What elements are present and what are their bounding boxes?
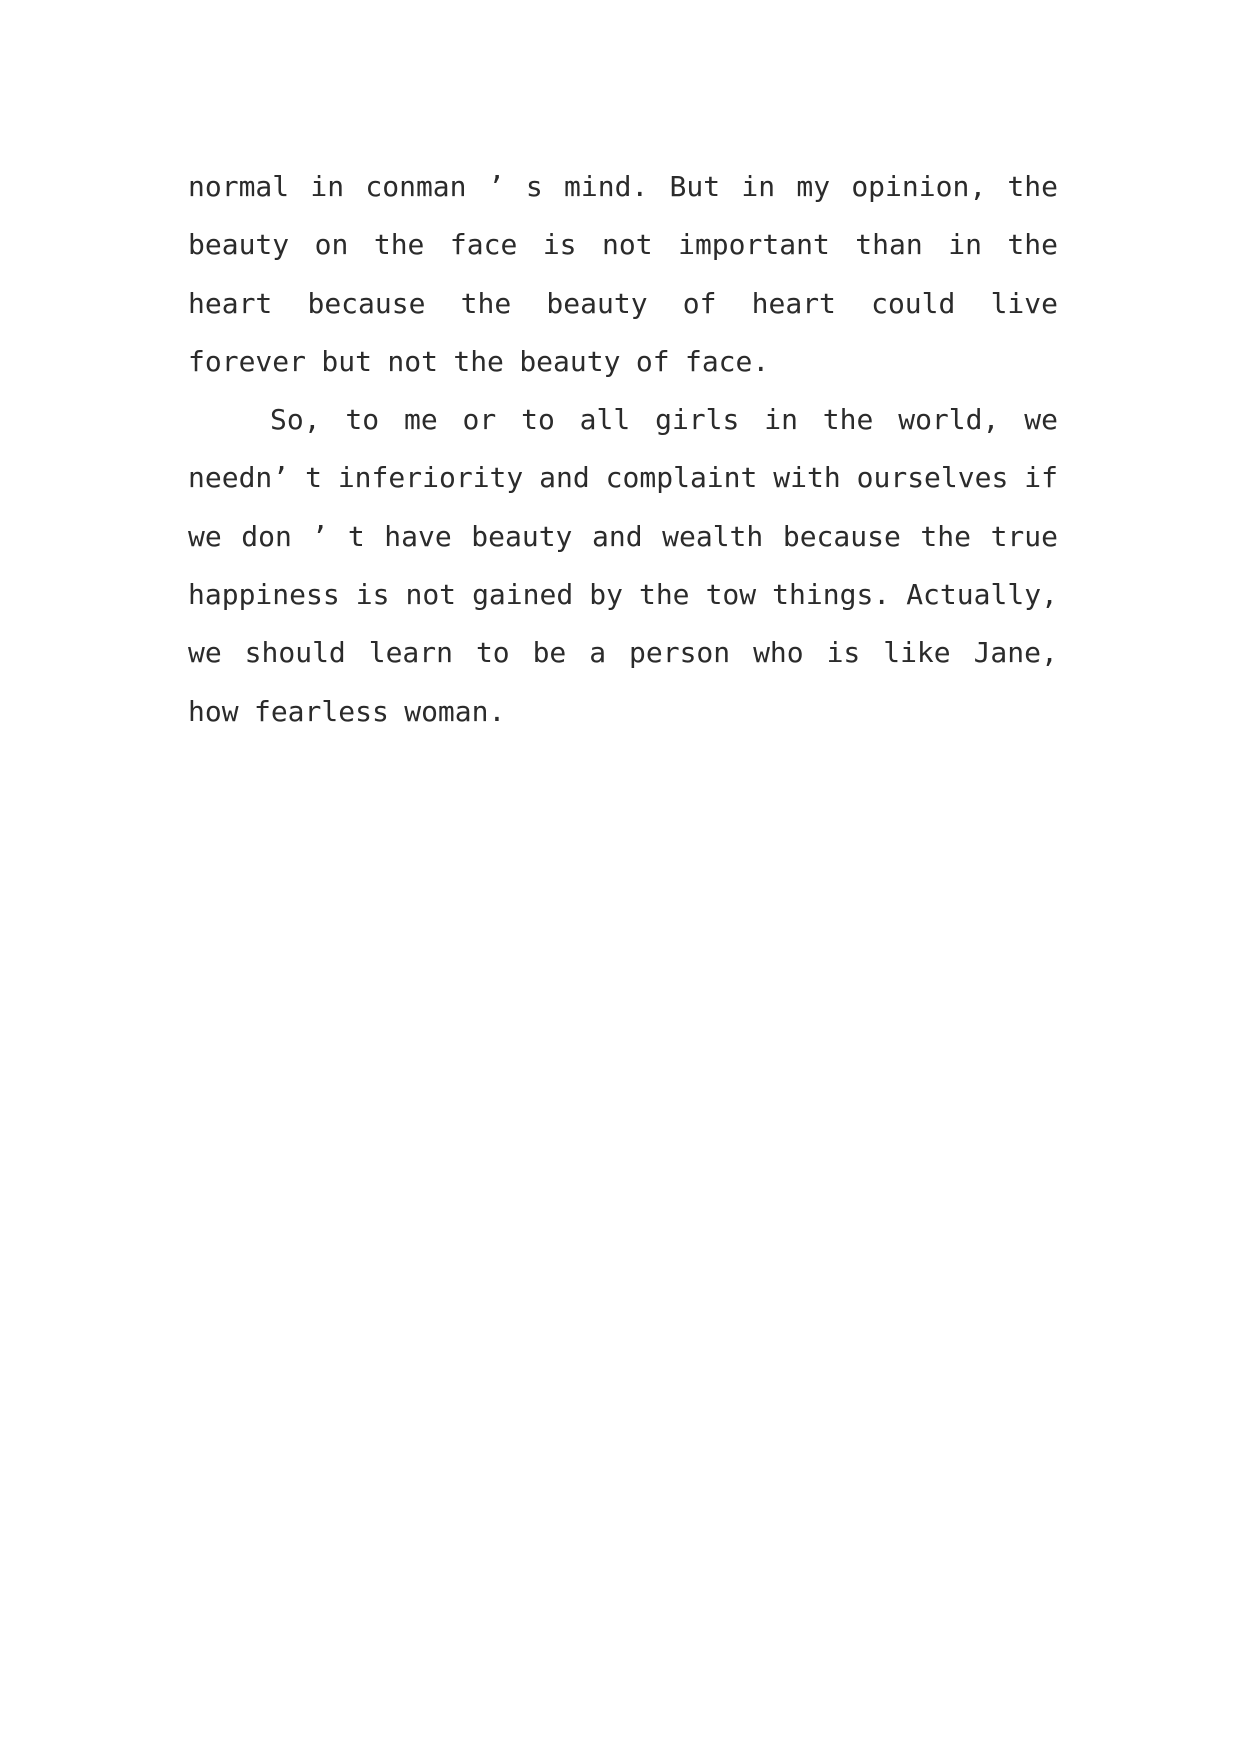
word: be [532, 636, 567, 670]
word: the [460, 286, 512, 320]
word: who [753, 636, 804, 670]
word: forever [188, 344, 307, 378]
word: to [475, 636, 510, 670]
word: the [1007, 170, 1058, 203]
word: have [384, 519, 452, 553]
word: the [638, 578, 690, 612]
word: conman [365, 170, 467, 203]
word: not [602, 228, 653, 262]
word: the [920, 519, 971, 553]
word: heart [188, 286, 273, 320]
word: if [1024, 461, 1058, 495]
word: a [589, 636, 607, 670]
word: gained [472, 578, 574, 612]
word: things. [772, 578, 891, 612]
word: is [355, 578, 390, 612]
word: person [629, 636, 731, 670]
word: me [403, 403, 438, 437]
word: the [1007, 228, 1058, 262]
word: tow [705, 578, 757, 612]
word: complaint [605, 461, 758, 495]
word: fearless [253, 694, 389, 728]
word: we [188, 519, 222, 553]
text-line [188, 449, 1058, 507]
word: is [826, 636, 861, 670]
word: live [990, 286, 1058, 320]
word: should [244, 636, 346, 670]
text-line [188, 333, 1058, 391]
text-line [188, 275, 1058, 333]
word: with [773, 461, 841, 495]
word: in [310, 170, 345, 203]
word: beauty [519, 344, 621, 378]
word: of [635, 344, 670, 378]
word: true [990, 519, 1058, 553]
word: to [521, 403, 555, 437]
word: normal [188, 170, 290, 203]
body-text [188, 158, 1058, 741]
text-line [188, 158, 1058, 216]
word: by [589, 578, 623, 612]
word: in [948, 228, 982, 262]
word: learn [368, 636, 454, 670]
word: but [321, 344, 372, 378]
text-line [188, 683, 1058, 741]
word: or [462, 403, 497, 437]
word: needn’ [188, 461, 290, 495]
word: face. [684, 344, 770, 378]
word: world, [898, 403, 1000, 437]
word: than [855, 228, 923, 262]
word: is [542, 228, 577, 262]
word: don [241, 519, 292, 553]
word: heart [751, 286, 836, 320]
text-line [188, 216, 1058, 274]
word: not [387, 344, 438, 378]
word: because [782, 519, 901, 553]
word: beauty [188, 228, 290, 262]
word: ’ [487, 170, 505, 203]
word: like [883, 636, 951, 670]
word: ’ [311, 519, 329, 553]
word: beauty [546, 286, 648, 320]
word: important [678, 228, 830, 262]
word: ourselves [856, 461, 1009, 495]
word: all [579, 403, 631, 437]
word: of [682, 286, 717, 320]
word: and [591, 519, 643, 553]
word: t [347, 519, 365, 553]
word: because [307, 286, 426, 320]
word: mind. [564, 170, 649, 203]
word: in [764, 403, 798, 437]
word: not [405, 578, 457, 612]
word: Jane, [973, 636, 1058, 670]
word: But [669, 170, 721, 203]
word: inferiority [337, 461, 524, 495]
word: my [796, 170, 831, 203]
word: wealth [662, 519, 764, 553]
word: to [345, 403, 380, 437]
word: the [453, 344, 504, 378]
word: s [525, 170, 543, 203]
word: could [871, 286, 956, 320]
word: woman. [404, 694, 506, 728]
word: and [539, 461, 590, 495]
word: the [373, 228, 425, 262]
text-line [188, 391, 1058, 449]
word: how [188, 694, 239, 728]
word: Actually, [906, 578, 1058, 612]
word: opinion, [851, 170, 987, 203]
word: in [741, 170, 776, 203]
word: on [314, 228, 349, 262]
word: girls [655, 403, 740, 437]
word: the [822, 403, 874, 437]
word: happiness [188, 578, 340, 612]
text-line [188, 508, 1058, 566]
word: t [305, 461, 322, 495]
word: beauty [471, 519, 573, 553]
word: So, [270, 403, 321, 437]
text-line [188, 624, 1058, 682]
word: face [449, 228, 518, 262]
word: we [1024, 403, 1058, 437]
text-line [188, 566, 1058, 624]
word: we [188, 636, 222, 670]
